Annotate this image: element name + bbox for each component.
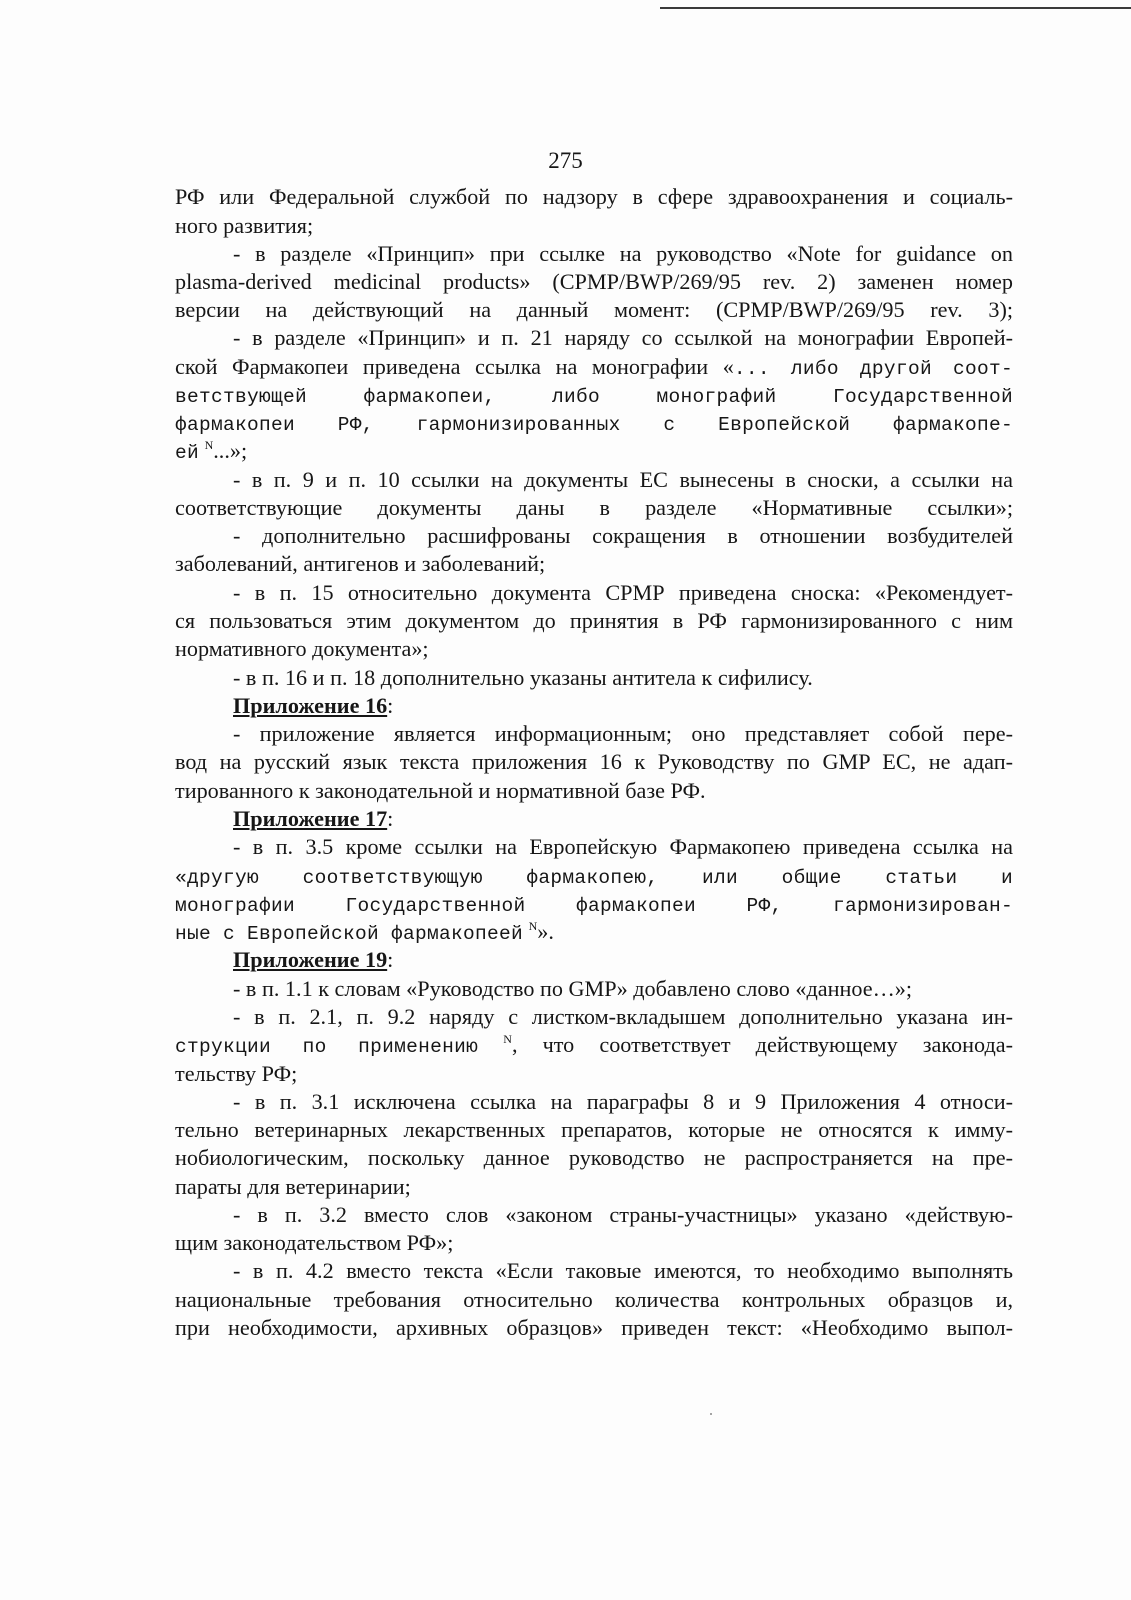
line-text: тированного к законодательной и нормативной базе РФ.	[175, 778, 706, 803]
line-text: тельно ветеринарных лекарственных препаратов, которые не относятся к имму-	[175, 1117, 1013, 1142]
line-text: - в п. 16 и п. 18 дополнительно указаны антитела к сифилису.	[233, 665, 813, 690]
line-text: - дополнительно расшифрованы сокращения в отношении возбудителей	[233, 523, 1013, 548]
footnote-mark: N	[528, 919, 538, 933]
appendix-title: Приложение 16	[233, 693, 388, 718]
line-text: - в п. 3.5 кроме ссылки на Европейскую Фармакопею приведена ссылка на	[233, 834, 1013, 859]
line-text: - в п. 3.1 исключена ссылка на параграфы 8 и 9 Приложения 4 относи-	[233, 1089, 1013, 1114]
text-line	[175, 1286, 1013, 1314]
footnote-mark: N	[503, 1032, 512, 1046]
text-line	[175, 890, 1013, 918]
section-heading	[233, 946, 1013, 974]
quoted-text: ... либо другой соот-	[733, 358, 1013, 380]
line-text: - в разделе «Принцип» и п. 21 наряду со ссылкой на монографии Европей-	[233, 325, 1013, 350]
text-line	[233, 1201, 1013, 1229]
line-text: , что соответствует действующему законода-	[511, 1032, 1014, 1057]
text-line	[175, 918, 1013, 946]
text-line	[233, 466, 1013, 494]
quoted-text: ные с Европейской фармакопеей	[175, 923, 524, 945]
quoted-text: струкции по применению	[175, 1036, 479, 1058]
line-text: соответствующие документы даны в разделе «Нормативные ссылки»;	[175, 495, 1013, 520]
quoted-text: ей	[175, 442, 200, 464]
text-line	[175, 409, 1013, 437]
line-text: - в п. 4.2 вместо текста «Если таковые имеются, то необходимо выполнять	[233, 1258, 1013, 1283]
text-line	[175, 1116, 1013, 1144]
text-line	[175, 268, 1013, 296]
text-line	[175, 550, 1013, 578]
appendix-title: Приложение 19	[233, 947, 388, 972]
line-text: РФ или Федеральной службой по надзору в сфере здравоохранения и социаль-	[175, 184, 1013, 209]
line-text: при необходимости, архивных образцов» приведен текст: «Необходимо выпол-	[175, 1315, 1013, 1340]
line-text: ».	[537, 919, 554, 944]
line-text: ся пользоваться этим документом до принятия в РФ гармонизированного с ним	[175, 608, 1013, 633]
scan-top-edge	[660, 7, 1131, 9]
line-text: - в п. 2.1, п. 9.2 наряду с листком-вкладышем дополнительно указана ин-	[233, 1004, 1013, 1029]
text-line	[175, 494, 1013, 522]
text-line	[175, 1060, 1013, 1088]
text-line	[233, 1257, 1013, 1285]
text-line	[175, 748, 1013, 776]
line-text: версии на действующий на данный момент: (CPMP/BWP/269/95 rev. 3);	[175, 297, 1013, 322]
quoted-text: фармакопеи РФ, гармонизированных с Европейской фармакопе-	[175, 414, 1013, 436]
text-line	[175, 862, 1013, 890]
quoted-text: «другую соответствующую фармакопею, или общие статьи и	[175, 867, 1013, 889]
line-text: ской Фармакопеи приведена ссылка на монографии «	[175, 354, 734, 379]
line-text: ного развития;	[175, 213, 314, 238]
line-text: - в п. 15 относительно документа СРМР приведена сноска: «Рекомендует-	[233, 580, 1013, 605]
line-text: тельству РФ;	[175, 1061, 298, 1086]
text-line	[175, 1314, 1013, 1342]
page-number: 275	[548, 148, 583, 173]
line-text: ...»;	[213, 438, 248, 463]
line-text: щим законодательством РФ»;	[175, 1230, 454, 1255]
appendix-title: Приложение 17	[233, 806, 388, 831]
text-line	[175, 1173, 1013, 1201]
scan-speck	[710, 1413, 712, 1415]
line-text: параты для ветеринарии;	[175, 1174, 411, 1199]
text-line	[175, 635, 1013, 663]
text-line	[175, 381, 1013, 409]
text-line	[175, 1144, 1013, 1172]
text-line	[175, 1031, 1013, 1059]
line-text: нобиологическим, поскольку данное руководство не распространяется на пре-	[175, 1145, 1013, 1170]
text-line	[233, 1003, 1013, 1031]
line-text: - в п. 9 и п. 10 ссылки на документы ЕС вынесены в сноски, а ссылки на	[233, 467, 1013, 492]
text-line	[233, 1088, 1013, 1116]
text-line	[175, 777, 1013, 805]
line-text: вод на русский язык текста приложения 16 к Руководству по GMP ЕС, не адап-	[175, 749, 1013, 774]
text-line	[233, 324, 1013, 352]
line-text: - в разделе «Принцип» при ссылке на руководство «Note for guidance on	[233, 241, 1013, 266]
quoted-text: ветствующей фармакопеи, либо монографий Государственной	[175, 386, 1013, 408]
text-line	[175, 183, 1013, 211]
section-heading	[233, 692, 1013, 720]
line-text: :	[387, 693, 394, 718]
line-text: - в п. 3.2 вместо слов «законом страны-участницы» указано «действую-	[233, 1202, 1013, 1227]
line-text: - приложение является информационным; оно представляет собой пере-	[233, 721, 1013, 746]
text-line	[233, 720, 1013, 748]
text-line	[233, 522, 1013, 550]
line-text: нормативного документа»;	[175, 636, 429, 661]
text-line	[233, 579, 1013, 607]
text-line	[175, 353, 1013, 381]
line-text: plasma-derived medicinal products» (CPMP/BWP/269/95 rev. 2) заменен номер	[175, 269, 1013, 294]
line-text: :	[387, 947, 394, 972]
line-text: национальные требования относительно количества контрольных образцов и,	[175, 1287, 1013, 1312]
text-line	[233, 664, 1013, 692]
text-line	[175, 607, 1013, 635]
quoted-text: монографии Государственной фармакопеи РФ, гармонизирован-	[175, 895, 1013, 917]
text-line	[233, 240, 1013, 268]
section-heading	[233, 805, 1013, 833]
text-line	[233, 833, 1013, 861]
line-text: - в п. 1.1 к словам «Руководство по GMP» добавлено слово «данное…»;	[233, 976, 913, 1001]
line-text: :	[387, 806, 394, 831]
text-line	[233, 975, 1013, 1003]
text-line	[175, 437, 1013, 465]
text-line	[175, 212, 1013, 240]
line-text: заболеваний, антигенов и заболеваний;	[175, 551, 546, 576]
text-line	[175, 1229, 1013, 1257]
text-line	[175, 296, 1013, 324]
footnote-mark: N	[204, 438, 214, 452]
